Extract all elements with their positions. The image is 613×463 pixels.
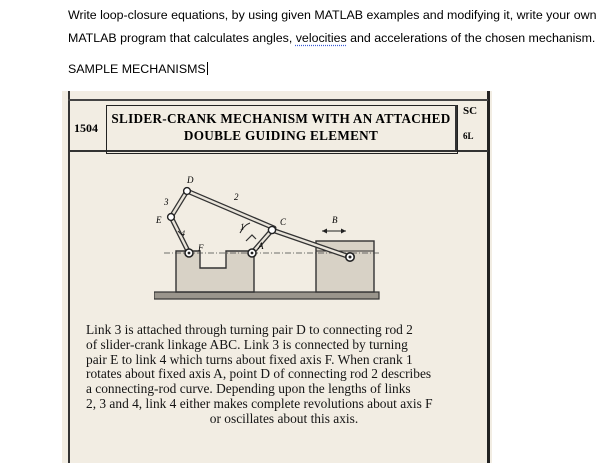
link-3-inner [187, 191, 274, 228]
label-d: D [187, 175, 194, 185]
instruction-line-1: Write loop-closure equations, by using given MATLAB examples and modifying it, write your own [68, 8, 597, 22]
label-a: A [258, 241, 264, 251]
mechanism-description [86, 323, 482, 427]
description-line: a connecting-rod curve. Depending upon the lengths of links [86, 381, 411, 397]
classification-code-1: SC [463, 105, 478, 117]
description-last-line: or oscillates about this axis. [209, 410, 359, 426]
joint-d [184, 188, 191, 195]
joint-a-center [251, 252, 254, 255]
bracket-a [246, 235, 256, 241]
mechanism-title-line-1: SLIDER-CRANK MECHANISM WITH AN ATTACHED [111, 111, 451, 126]
description-line: rotates about fixed axis A, point D of connecting rod 2 describes [86, 366, 432, 382]
slider-arrow-left [322, 229, 327, 234]
label-2: 2 [234, 192, 239, 202]
joint-c [268, 226, 275, 233]
slider-b-center [349, 256, 352, 259]
label-f: F [198, 243, 204, 253]
instruction-line-2 [68, 27, 608, 50]
joint-f-center [188, 252, 191, 255]
text-cursor [207, 62, 208, 75]
instruction-line-2-pre: MATLAB program that calculates angles, [68, 31, 296, 45]
mechanism-diagram [154, 173, 384, 313]
base-plate [154, 292, 379, 299]
classification-code-2: 6L [463, 131, 474, 141]
sample-mechanisms-heading [68, 62, 208, 76]
scan-top-rule [68, 99, 488, 101]
link-e-d-inner [171, 191, 187, 217]
spellcheck-word[interactable]: velocities [295, 31, 347, 45]
description-line: Link 3 is attached through turning pair D to connecting rod 2 [86, 322, 413, 337]
description-line: 2, 3 and 4, link 4 either makes complete revolutions about axis F [86, 395, 433, 411]
description-line: of slider-crank linkage ABC. Link 3 is connected by turning [86, 336, 408, 352]
label-b: B [332, 215, 338, 225]
label-1: 1 [240, 222, 245, 232]
label-3: 3 [164, 197, 169, 207]
slider-arrow-right [341, 229, 346, 234]
label-e: E [156, 215, 162, 225]
sample-mechanisms-label: SAMPLE MECHANISMS [68, 62, 206, 76]
mechanism-number: 1504 [74, 121, 98, 135]
joint-e [168, 214, 175, 221]
instruction-line-2-post: and accelerations of the chosen mechanism. [346, 31, 596, 45]
instruction-text [68, 4, 608, 50]
label-4: 4 [181, 229, 185, 238]
description-line: pair E to link 4 which turns about fixed axis F. When crank 1 [86, 351, 413, 367]
link-4-inner [171, 217, 189, 253]
scanned-page-image [62, 91, 492, 463]
mechanism-title-line-2: DOUBLE GUIDING ELEMENT [183, 128, 379, 143]
scan-left-rule [68, 91, 70, 463]
scan-right-rule [487, 91, 490, 463]
label-c: C [280, 217, 287, 227]
